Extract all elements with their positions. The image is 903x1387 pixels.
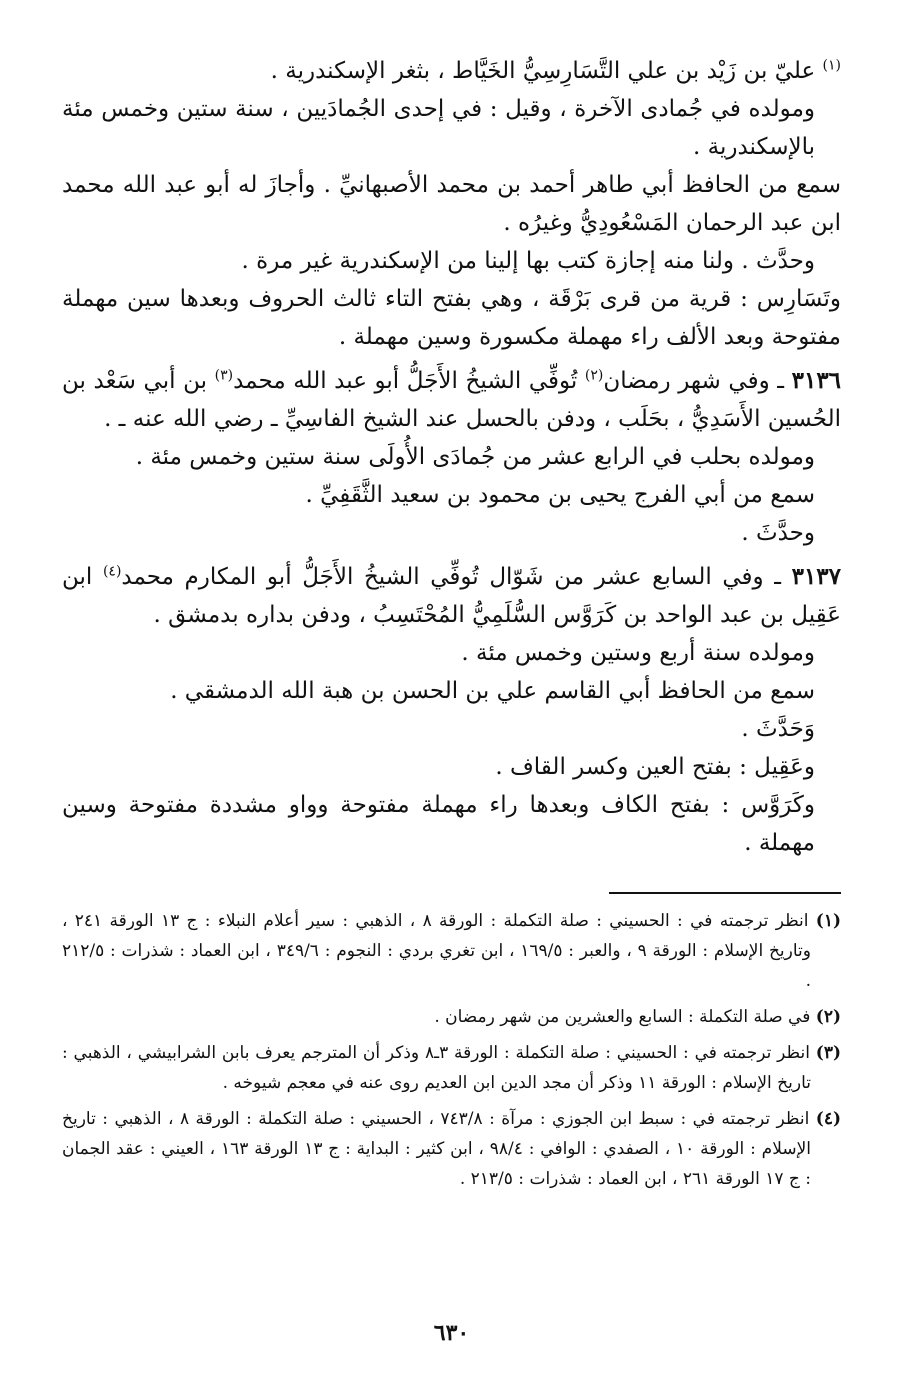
paragraph: ومولده سنة أربع وستين وخمس مئة . [461, 640, 815, 666]
paragraph: وعَقِيل : بفتح العين وكسر القاف . [495, 754, 815, 780]
paragraph: ومولده بحلب في الرابع عشر من جُمادَى الأُولَى سنة ستين وخمس مئة . [135, 444, 815, 470]
paragraph: وحدَّث . ولنا منه إجازة كتب بها إلينا من الإسكندرية غير مرة . [241, 248, 815, 274]
entry-3137: ٣١٣٧ ـ وفي السابع عشر من شَوّال تُوفِّي الشيخُ الأَجَلُّ أبو المكارم محمد$^{(٤)}$ ابن عَقِيل بن عبد الواحد بن كَرَوَّس السُّلَمِيُّ المُحْتَسِبُ ، ودفن بداره بدمشق . [62, 563, 842, 628]
entry-3136: ٣١٣٦ ـ وفي شهر رمضان$^{(٢)}$ تُوفِّي الشيخُ الأَجَلُّ أبو عبد الله محمد$^{(٣)}$ بن أبي سَعْد بن الحُسين الأَسَدِيُّ ، بحَلَب ، ودفن بالحسل عند الشيخ الفاسِيِّ ـ رضي الله عنه ـ . [62, 367, 842, 432]
entry-number: ٣١٣٧ [791, 563, 842, 590]
footnote-ref: (١) [822, 57, 841, 74]
footnote: (٤) انظر ترجمته في : سبط ابن الجوزي : مرآة : ٧٤٣/٨ ، الحسيني : صلة التكملة : الورقة ٨ ، الذهبي : تاريخ الإسلام : الورقة ١٠ ، الصفدي : الوافي : ٩٨/٤ ، ابن كثير : البداية : ج ١٣ الورقة ١٦٣ ، العيني : عقد الجمان : ج ١٧ الورقة ٢٦١ ، ابن العماد : شذرات : ٢١٣/٥ . [62, 1109, 842, 1189]
footnote-divider [609, 892, 841, 894]
paragraph: وتَسَارِس : قرية من قرى بَرْقَة ، وهي بفتح التاء ثالث الحروف وبعدها سين مهملة مفتوحة وبعد الألف راء مهملة مكسورة وسين مهملة . [62, 286, 841, 350]
entry-number: ٣١٣٦ [791, 367, 842, 394]
paragraph: وكَرَوَّس : بفتح الكاف وبعدها راء مهملة مفتوحة وواو مشددة مفتوحة وسين مهملة . [62, 792, 815, 856]
paragraph: سمع من الحافظ أبي طاهر أحمد بن محمد الأصبهانيِّ . وأجازَ له أبو عبد الله محمد ابن عبد الرحمان المَسْعُودِيُّ وغيرُه . [62, 172, 841, 236]
footnotes [62, 906, 841, 1194]
footnote-ref: (٤) [102, 563, 122, 580]
footnote-ref: (٢) [584, 367, 604, 384]
footnote: (٣) انظر ترجمته في : الحسيني : صلة التكملة : الورقة ٣ـ٨ وذكر أن المترجم يعرف بابن الشرابيشي ، الذهبي : تاريخ الإسلام : الورقة ١١ وذكر أن مجد الدين ابن العديم روى عنه في معجم شيوخه . [62, 1043, 841, 1093]
footnote: (٢) في صلة التكملة : السابع والعشرين من شهر رمضان . [434, 1007, 841, 1027]
footnote-ref: (٣) [214, 367, 234, 384]
paragraph: ومولده في جُمادى الآخرة ، وقيل : في إحدى الجُمادَيين ، سنة ستين وخمس مئة بالإسكندرية . [62, 96, 815, 160]
paragraph: سمع من أبي الفرج يحيى بن محمود بن سعيد الثَّقَفِيِّ . [305, 482, 815, 508]
paragraph: وَحَدَّثَ . [741, 716, 815, 742]
paragraph: سمع من الحافظ أبي القاسم علي بن الحسن بن هبة الله الدمشقي . [170, 678, 815, 704]
main-text [62, 52, 841, 862]
paragraph: وحدَّثَ . [741, 520, 815, 546]
footnote: (١) انظر ترجمته في : الحسيني : صلة التكملة : الورقة ٨ ، الذهبي : سير أعلام النبلاء : ج ١٣ الورقة ٢٤١ ، وتاريخ الإسلام : الورقة ٩ ، والعبر : ١٦٩/٥ ، ابن تغري بردي : النجوم : ٣٤٩/٦ ، ابن العماد : شذرات : ٢١٢/٥ . [62, 911, 842, 991]
paragraph: $^{(١)}$ عليّ بن زَيْد بن علي التَّسَارِسِيُّ الخَيَّاط ، بثغر الإسكندرية . [270, 57, 841, 84]
page-number: ٦٣٠ [433, 1320, 470, 1346]
